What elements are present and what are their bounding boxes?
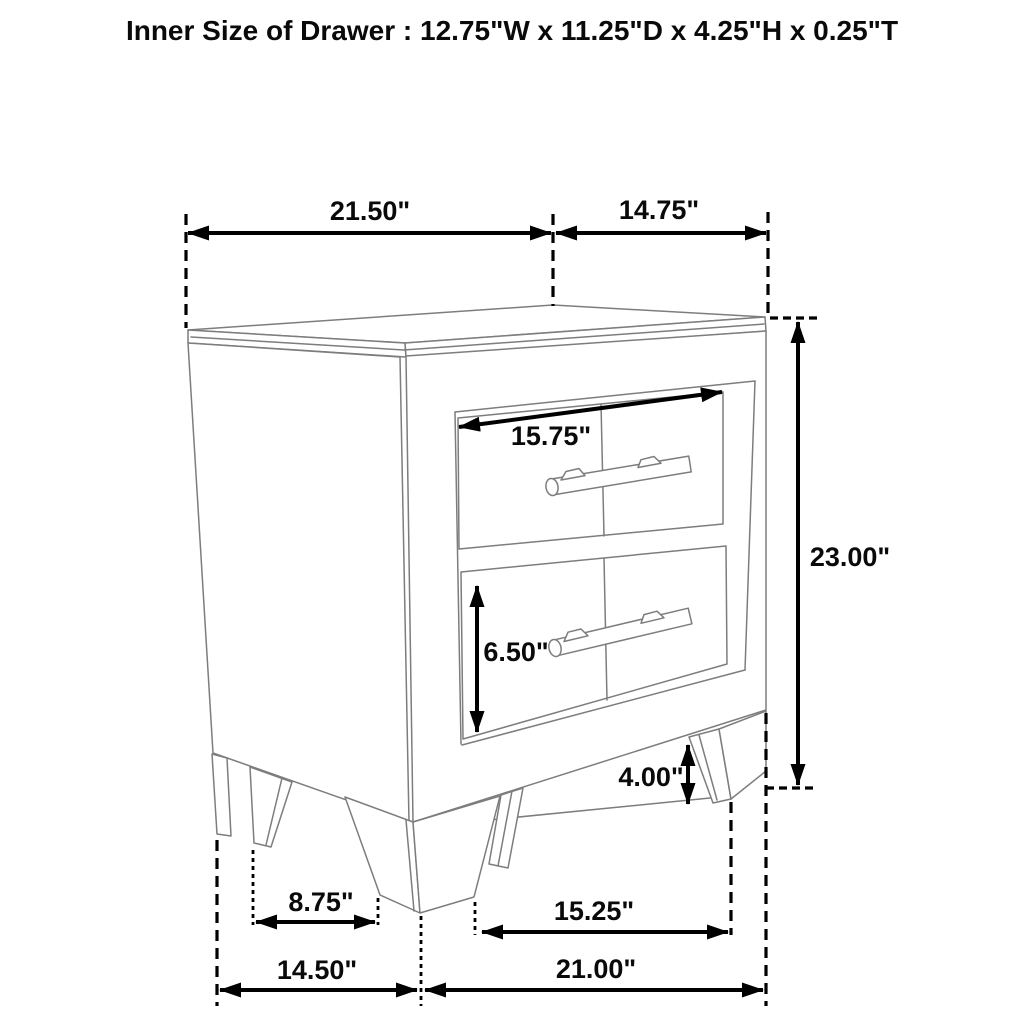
dim-overall-height — [766, 318, 890, 788]
dim-top-depth — [556, 195, 768, 316]
label-top-depth: 14.75" — [618, 195, 700, 225]
label-drawer-height: 6.50" — [483, 637, 549, 667]
label-base-depth: 14.50" — [276, 955, 358, 985]
page-title: Inner Size of Drawer : 12.75"W x 11.25"D x 4.25"H x 0.25"T — [125, 15, 899, 46]
dim-side-leg-spacing — [253, 850, 378, 925]
label-top-width: 21.50" — [329, 196, 411, 226]
leg-back-left — [212, 754, 231, 836]
side-panel — [188, 343, 409, 822]
label-drawer-width: 15.75" — [510, 421, 592, 451]
leg-mid-left — [250, 767, 292, 847]
label-side-leg-spacing: 8.75" — [288, 887, 354, 917]
label-base-width: 21.00" — [555, 954, 637, 984]
label-front-leg-spacing: 15.25" — [553, 896, 635, 926]
drawer-upper — [458, 392, 723, 549]
label-leg-height: 4.00" — [618, 762, 684, 792]
label-overall-height: 23.00" — [809, 542, 891, 572]
